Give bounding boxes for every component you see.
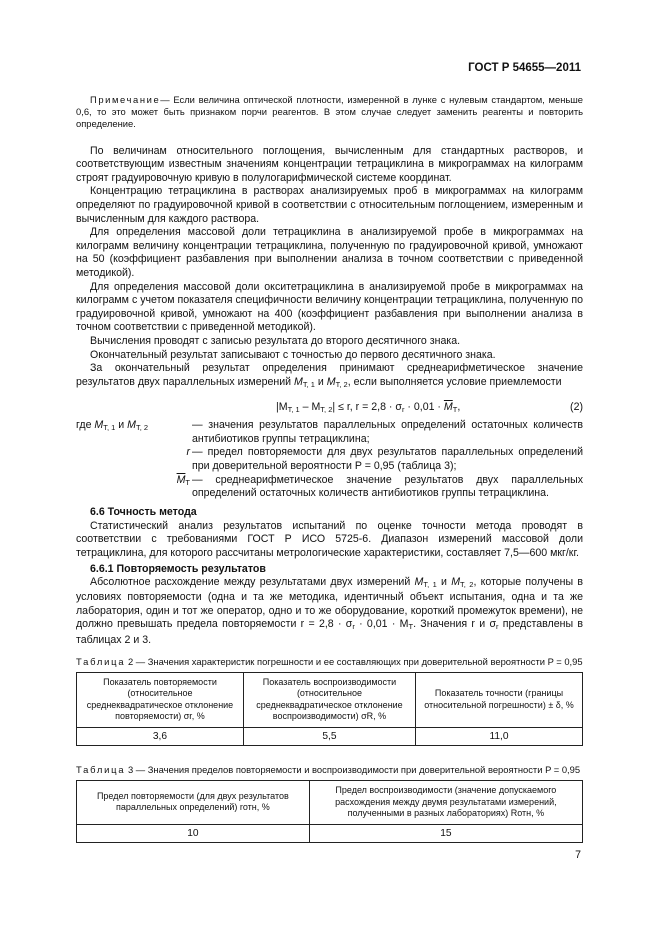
table-3-header-reproducibility-limit: Предел воспроизводимости (значение допускаемого расхождения между двумя результатами измерений, полученными в разных лабораториях) Rотн, % — [309, 781, 582, 825]
table-row — [77, 727, 583, 746]
table-2-value-reproducibility: 5,5 — [243, 727, 415, 746]
page-body — [76, 94, 583, 843]
table-2-value-accuracy: 11,0 — [416, 727, 583, 746]
note — [76, 94, 583, 131]
section-6-6-1-text: Абсолютное расхождение между результатами двух измерений $M_{T, 1}$ и $M_{T, 2}$, которые получены в условиях повторяемости (одна и та же методика, идентичный объект испытания, одна и та же лаборатория, один и тот же оператор, одно и то же оборудование, короткий промежуток времени), не должно превышать предела повторяемости $r = 2,8 \cdot \sigma_r \cdot 0,01 \cdot M_T$. Значения r и $\sigma_r$ представлены в таблицах 2 и 3. — [76, 575, 583, 647]
paragraph-final-result: За окончательный результат определения принимают среднеарифметическое значение результатов двух параллельных измерений $M_{T, 1}$ и $M_{T, 2}$, если выполняется условие приемлемости — [76, 362, 583, 389]
document-code: ГОСТ Р 54655—2011 — [468, 62, 581, 74]
paragraph-oxytetracycline-fraction: Для определения массовой доли окситетрациклина в анализируемой пробе в микрограммах на килограмм с учетом показателя специфичности величину концентрации тетрациклина, полученную по градуировочной кривой, умножают на 400 (коэффициент разбавления при выполнении анализа в точном соответствии с приведенной методикой). — [76, 280, 583, 334]
formula-expression: $|M_{T, 1} - M_{T, 2}| \le r$, $r = 2,8 \cdot \sigma_r \cdot 0,01 \cdot \overline{M}_T$, — [276, 401, 461, 415]
table-row — [77, 781, 583, 825]
table-3-header-repeatability-limit: Предел повторяемости (для двух результатов параллельных определений) rотн, % — [77, 781, 310, 825]
paragraph-final-precision: Окончательный результат записывают с точностью до первого десятичного знака. — [90, 348, 496, 361]
paragraph-tetracycline-fraction: Для определения массовой доли тетрациклина в анализируемой пробе в микрограммах на килограмм величину концентрации тетрациклина, полученную по градуировочной кривой, умножают на 50 (коэффициент разбавления при выполнении анализа в точном соответствии с приведенной методикой). — [76, 226, 583, 279]
note-label: Примечание — [90, 94, 161, 105]
paragraph-calibration-curve: По величинам относительного поглощения, вычисленным для стандартных растворов, и соответствующим известным значениям концентрации тетрациклина в микрограммах на килограмм строят градуировочную кривую в полулогарифмической системе координат. — [76, 144, 583, 184]
formula-legend — [76, 419, 583, 501]
section-6-6-title: 6.6 Точность метода — [90, 505, 197, 518]
formula-2 — [76, 397, 583, 417]
legend-row-mean: $\overline{M}_T$ — среднеарифметическое значение результатов двух параллельных определений остаточных количеств антибиотиков группы тетрациклина. — [176, 473, 583, 500]
paragraph-calculation-precision: Вычисления проводят с записью результата до второго десятичного знака. — [90, 334, 461, 347]
table-3 — [76, 780, 583, 843]
note-text: — Если величина оптической плотности, измеренной в лунке с нулевым стандартом, меньше 0,6, то это может быть признаком порчи реагентов. В этом случае следует заменить реагенты и повторить определение. — [76, 94, 583, 130]
formula-number: (2) — [570, 401, 583, 414]
page-number: 7 — [575, 849, 581, 861]
table-row — [77, 672, 583, 727]
table-2-value-repeatability: 3,6 — [77, 727, 244, 746]
table-2-header-repeatability: Показатель повторяемости (относительное среднеквадратическое отклонение повторяемости) σr, % — [77, 672, 244, 727]
legend-row-r: r — предел повторяемости для двух результатов параллельных определений при доверительной вероятности P = 0,95 (таблица 3); — [186, 446, 583, 473]
legend-row-mt: где $M_{T, 1}$ и $M_{T, 2}$ — значения результатов параллельных определений остаточных количеств антибиотиков группы тетрациклина; — [76, 419, 583, 445]
table-3-value-repeatability-limit: 10 — [77, 824, 310, 843]
table-3-caption: Таблица 3 — Значения пределов повторяемости и воспроизводимости при доверительной вероятности P = 0,95 — [76, 764, 581, 776]
table-2-header-reproducibility: Показатель воспроизводимости (относительное среднеквадратическое отклонение воспроизводимости) σR, % — [243, 672, 415, 727]
table-3-value-reproducibility-limit: 15 — [309, 824, 582, 843]
section-6-6-text: Статистический анализ результатов испытаний по оценке точности метода проводят в соответствии с требованиями ГОСТ Р ИСО 5725-6. Диапазон измерений массовой доли тетрациклина, для которого рассчитаны метрологические характеристики, составляет 7,5—600 мкг/кг. — [76, 519, 583, 560]
section-6-6-1-title: 6.6.1 Повторяемость результатов — [90, 562, 266, 575]
paragraph-concentration: Концентрацию тетрациклина в растворах анализируемых проб в микрограммах на килограмм определяют по градуировочной кривой в соответствии с относительным поглощением, измеренным и вычисленным для каждого раствора. — [76, 185, 583, 225]
table-2 — [76, 672, 583, 747]
table-2-caption: Таблица 2 — Значения характеристик погрешности и ее составляющих при доверительной вероятности P = 0,95 — [76, 655, 583, 667]
table-2-header-accuracy: Показатель точности (границы относительной погрешности) ± δ, % — [416, 672, 583, 727]
table-row — [77, 824, 583, 843]
